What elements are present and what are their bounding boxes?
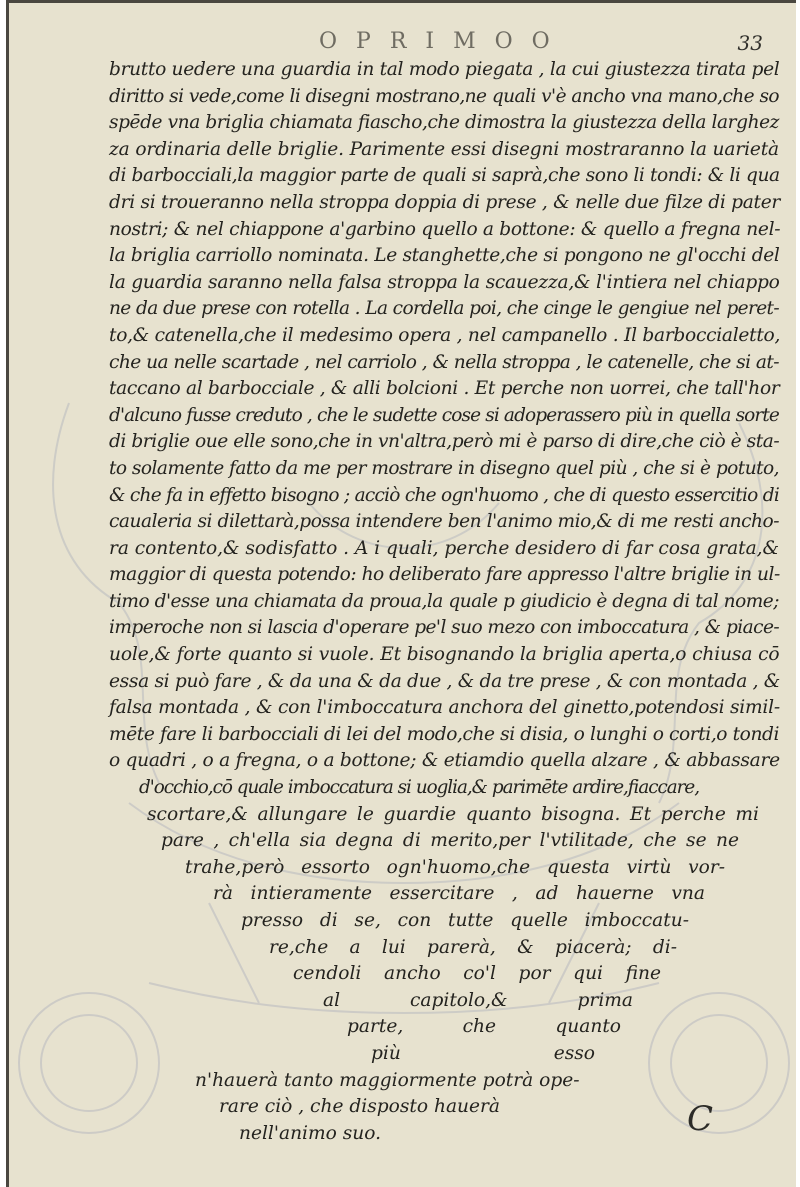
text-line: rà intieramente essercitare , ad hauerne vna — [213, 883, 705, 905]
text-line: scortare,& allungare le guardie quanto bisogna. Et perche mi — [147, 803, 759, 825]
text-line: nell'animo suo. — [239, 1122, 382, 1144]
book-page — [6, 0, 796, 1187]
text-line: diritto si vede,come li disegni mostrano,ne quali v'è ancho vna mano,che so — [109, 85, 779, 107]
text-line: mēte fare li barbocciali di lei del modo,che si disia, o lunghi o corti,o tondi — [109, 723, 779, 745]
text-line: al capitolo,& prima — [323, 989, 633, 1011]
text-line: re,che a lui parerà, & piacerà; di- — [269, 936, 677, 958]
text-line: ra contento,& sodisfatto . A i quali, perche desidero di far cosa grata,& — [109, 537, 779, 559]
text-line: la guardia saranno nella falsa stroppa la scauezza,& l'intiera nel chiappo — [109, 271, 780, 293]
text-line: nostri; & nel chiappone a'garbino quello a bottone: & quello a fregna nel- — [109, 218, 781, 240]
text-line: di barbocciali,la maggior parte de quali si saprà,che sono li tondi: & li qua — [109, 165, 780, 187]
text-line: uole,& forte quanto si vuole. Et bisognando la briglia aperta,o chiusa cō — [109, 644, 780, 666]
text-line: più esso — [371, 1042, 595, 1064]
text-line: to solamente fatto da me per mostrare in disegno quel più , che si è potuto, — [109, 457, 779, 479]
text-line: & che fa in effetto bisogno ; acciò che ogn'huomo , che di questo essercitio di — [109, 484, 779, 506]
signature-mark: C — [687, 1099, 714, 1139]
text-line: imperoche non si lascia d'operare pe'l suo mezo con imboccatura , & piace- — [109, 617, 780, 639]
text-line: di briglie oue elle sono,che in vn'altra,però mi è parso di dire,che ciò è sta- — [109, 431, 780, 453]
text-line: che ua nelle scartade , nel carriolo , & nella stroppa , le catenelle, che si at- — [109, 351, 779, 373]
text-line: timo d'esse una chiamata da proua,la quale p giudicio è degna di tal nome; — [109, 590, 779, 612]
running-title: O P R I M O O — [319, 29, 556, 54]
text-line: maggior di questa potendo: ho deliberato fare appresso l'altre briglie in ul- — [109, 564, 780, 586]
text-line: cendoli ancho co'l por qui fine — [293, 963, 661, 985]
text-line: n'hauerà tanto maggiormente potrà ope- — [195, 1069, 580, 1091]
text-line: taccano al barbocciale , & alli bolcioni . Et perche non uorrei, che tall'hor — [109, 378, 780, 400]
text-line: ne da due prese con rotella . La cordella poi, che cinge le gengiue nel peret- — [109, 298, 779, 320]
text-line: la briglia carriollo nominata. Le stanghette,che si pongono ne gl'occhi del — [109, 245, 780, 267]
text-line: za ordinaria delle briglie. Parimente essi disegni mostraranno la uarietà — [109, 138, 779, 160]
text-line: brutto uedere una guardia in tal modo piegata , la cui giustezza tirata pel — [109, 59, 780, 80]
page-number: 33 — [737, 31, 763, 55]
text-line: presso di se, con tutte quelle imboccatu- — [241, 910, 689, 931]
text-line: d'occhio,cō quale imboccatura si uoglia,& parimēte ardire,fiaccare, — [139, 777, 699, 799]
text-line: dri si troueranno nella stroppa doppia di prese , & nelle due filze di pater — [109, 191, 780, 213]
text-line: caualeria si dilettarà,possa intendere ben l'animo mio,& di me resti ancho- — [109, 511, 779, 533]
text-line: d'alcuno fusse creduto , che le sudette cose si adoperassero più in quella sorte — [109, 404, 779, 426]
text-line: rare ciò , che disposto hauerà — [219, 1096, 500, 1118]
text-line: to,& catenella,che il medesimo opera , nel campanello . Il barboccialetto, — [109, 324, 781, 346]
body-text — [109, 57, 779, 1147]
text-line: trahe,però essorto ogn'huomo,che questa virtù vor- — [185, 856, 725, 878]
text-line: pare , ch'ella sia degna di merito,per l'vtilitade, che se ne — [161, 830, 739, 852]
text-line: falsa montada , & con l'imboccatura anchora del ginetto,potendosi simil- — [109, 697, 780, 719]
text-line: o quadri , o a fregna, o a bottone; & etiamdio quella alzare , & abbassare — [109, 750, 780, 772]
text-line: spēde vna briglia chiamata fiascho,che dimostra la giustezza della larghez — [109, 112, 779, 134]
text-line: parte, che quanto — [347, 1016, 621, 1038]
text-line: essa si può fare , & da una & da due , & da tre prese , & con montada , & — [109, 670, 780, 692]
